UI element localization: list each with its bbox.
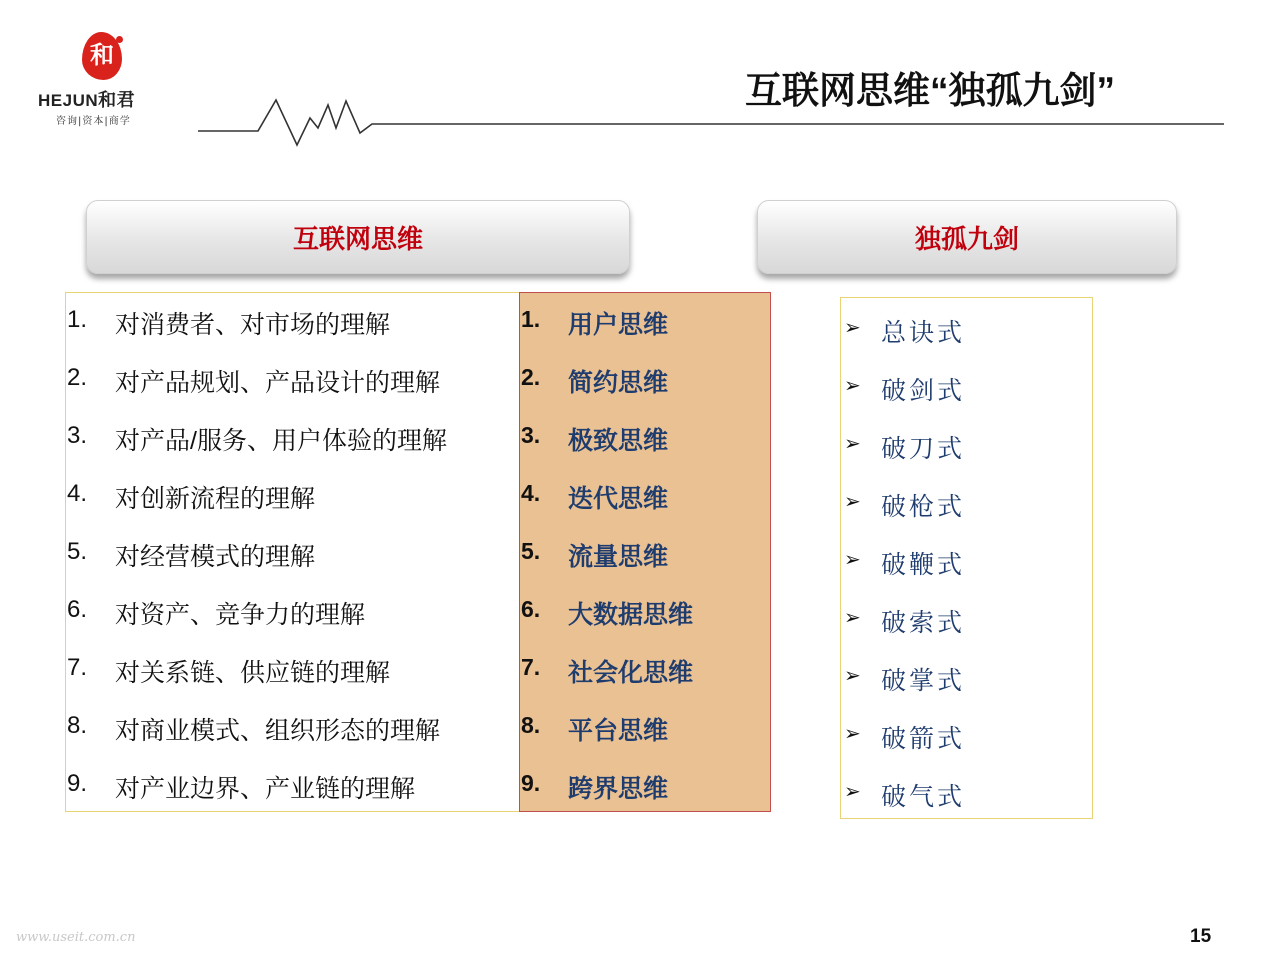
item-text: 对资产、竞争力的理解 [115, 601, 366, 629]
item-text: 破刀式 [881, 434, 966, 463]
item-text: 对创新流程的理解 [115, 485, 316, 513]
item-number: 7. [67, 654, 88, 681]
item-number: 8. [521, 712, 541, 738]
item-text: 极致思维 [568, 427, 669, 455]
item-number: 4. [67, 480, 88, 507]
understanding-list [65, 292, 519, 812]
item-text: 对产品/服务、用户体验的理解 [115, 427, 447, 455]
item-text: 流量思维 [568, 543, 669, 571]
item-number: 5. [521, 538, 541, 564]
item-text: 迭代思维 [568, 485, 669, 513]
logo-brand-latin: HEJUN [38, 91, 99, 110]
thinking-list [519, 292, 771, 812]
item-text: 破枪式 [881, 492, 966, 521]
arrow-bullet-icon: ➢ [844, 721, 861, 745]
item-text: 平台思维 [568, 717, 669, 745]
item-number: 4. [521, 480, 541, 506]
arrow-bullet-icon: ➢ [844, 489, 861, 513]
item-number: 1. [521, 306, 541, 332]
logo-brand-cn: 和君 [98, 90, 136, 111]
item-text: 破箭式 [881, 724, 966, 753]
item-text: 跨界思维 [568, 775, 669, 803]
item-number: 9. [67, 770, 88, 797]
item-number: 6. [67, 596, 88, 623]
item-text: 破剑式 [881, 376, 966, 405]
item-text: 对商业模式、组织形态的理解 [115, 717, 441, 745]
page-title: 互联网思维“独孤九剑” [745, 70, 1115, 111]
item-number: 2. [67, 364, 88, 391]
arrow-bullet-icon: ➢ [844, 605, 861, 629]
item-text: 社会化思维 [568, 659, 694, 687]
item-text: 破气式 [881, 782, 966, 811]
item-number: 9. [521, 770, 541, 796]
arrow-bullet-icon: ➢ [844, 547, 861, 571]
sword-style-list [840, 297, 1093, 819]
item-text: 破掌式 [881, 666, 966, 695]
item-number: 8. [67, 712, 88, 739]
watermark: www.useit.com.cn [16, 930, 136, 945]
item-number: 2. [521, 364, 541, 390]
item-text: 大数据思维 [568, 601, 694, 629]
item-text: 用户思维 [568, 311, 669, 339]
arrow-bullet-icon: ➢ [844, 373, 861, 397]
item-text: 破索式 [881, 608, 966, 637]
item-number: 3. [521, 422, 541, 448]
logo-tagline: 咨询|资本|商学 [56, 116, 131, 127]
arrow-bullet-icon: ➢ [844, 431, 861, 455]
item-text: 总诀式 [881, 318, 966, 347]
item-text: 对产品规划、产品设计的理解 [115, 369, 441, 397]
internet-thinking-header: 互联网思维 [86, 200, 630, 274]
item-text: 对关系链、供应链的理解 [115, 659, 391, 687]
page-number: 15 [1190, 926, 1212, 947]
arrow-bullet-icon: ➢ [844, 315, 861, 339]
arrow-bullet-icon: ➢ [844, 663, 861, 687]
item-number: 3. [67, 422, 88, 449]
item-text: 对产业边界、产业链的理解 [115, 775, 416, 803]
logo-seal: 和 [82, 32, 122, 80]
item-text: 对经营模式的理解 [115, 543, 316, 571]
item-text: 对消费者、对市场的理解 [115, 311, 391, 339]
nine-swords-header: 独孤九剑 [757, 200, 1177, 274]
item-text: 破鞭式 [881, 550, 966, 579]
item-number: 5. [67, 538, 88, 565]
arrow-bullet-icon: ➢ [844, 779, 861, 803]
item-number: 1. [67, 306, 88, 333]
item-text: 简约思维 [568, 369, 669, 397]
item-number: 6. [521, 596, 541, 622]
item-number: 7. [521, 654, 541, 680]
